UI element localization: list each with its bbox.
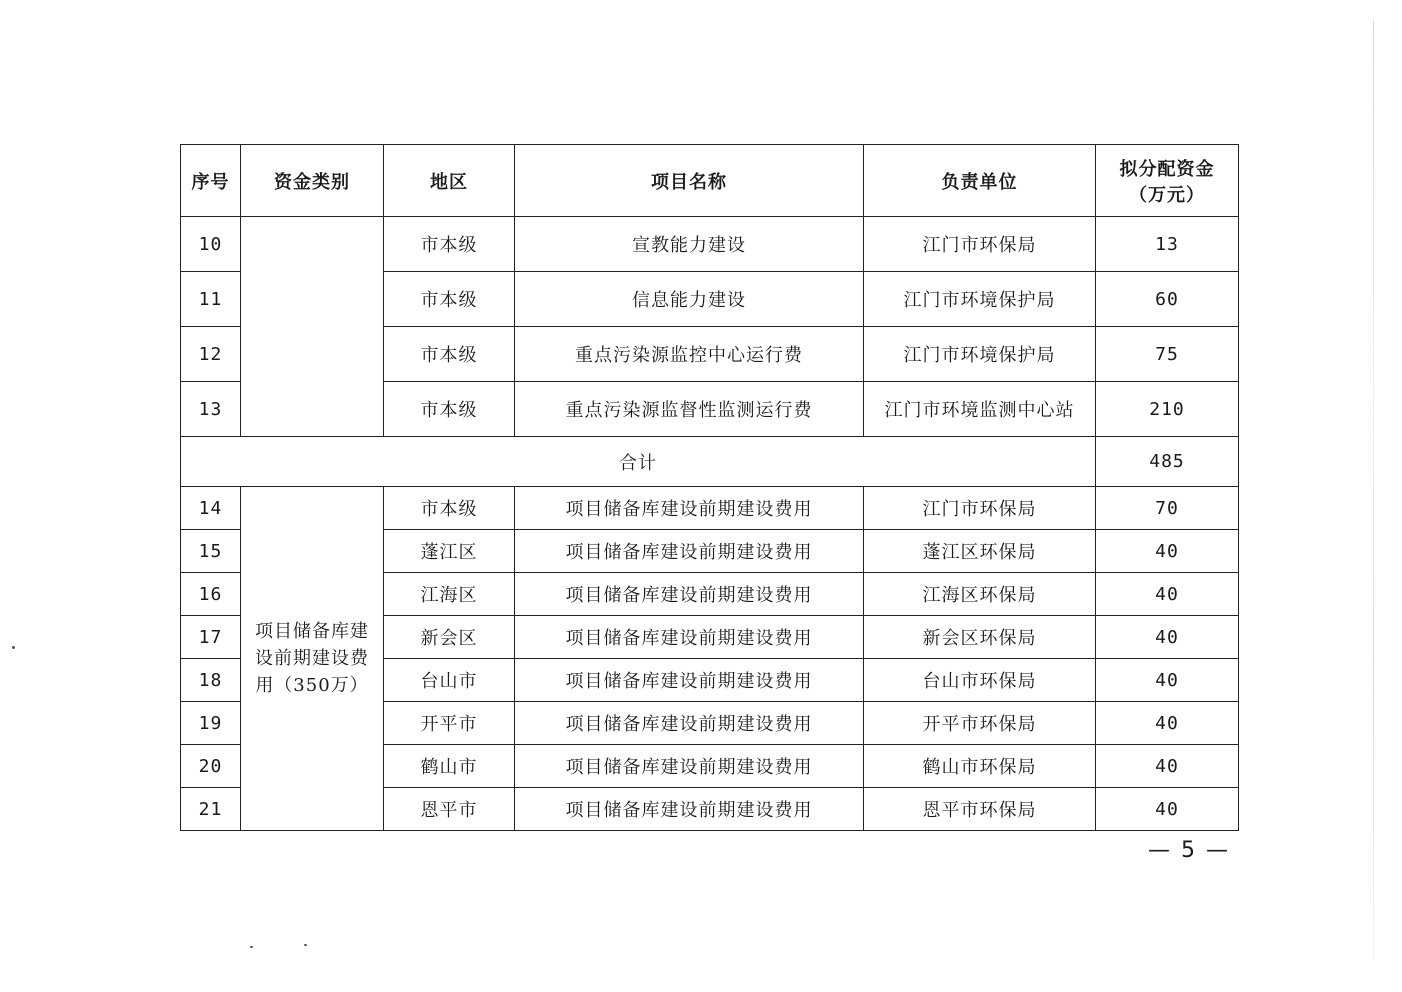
header-amount bbox=[1096, 145, 1239, 217]
cell-unit: 恩平市环保局 bbox=[864, 788, 1096, 831]
header-amount-line2: （万元） bbox=[1129, 184, 1205, 206]
cell-seq: 21 bbox=[181, 788, 241, 831]
cell-region: 鹤山市 bbox=[384, 745, 515, 788]
cell-amount: 13 bbox=[1096, 217, 1239, 272]
table-row bbox=[181, 217, 1239, 272]
fund-allocation-table-wrapper bbox=[180, 144, 1238, 831]
page-number: — 5 — bbox=[1148, 838, 1230, 863]
cell-amount: 40 bbox=[1096, 530, 1239, 573]
cell-region: 市本级 bbox=[384, 217, 515, 272]
cell-seq: 16 bbox=[181, 573, 241, 616]
cell-seq: 19 bbox=[181, 702, 241, 745]
subtotal-row bbox=[181, 437, 1239, 487]
cell-unit: 台山市环保局 bbox=[864, 659, 1096, 702]
cell-unit: 新会区环保局 bbox=[864, 616, 1096, 659]
cell-region: 市本级 bbox=[384, 272, 515, 327]
cell-region: 新会区 bbox=[384, 616, 515, 659]
cell-project: 项目储备库建设前期建设费用 bbox=[515, 487, 864, 530]
cell-seq: 18 bbox=[181, 659, 241, 702]
scan-speck bbox=[12, 646, 15, 649]
cell-amount: 40 bbox=[1096, 745, 1239, 788]
cell-project: 信息能力建设 bbox=[515, 272, 864, 327]
cell-seq: 10 bbox=[181, 217, 241, 272]
cell-project: 项目储备库建设前期建设费用 bbox=[515, 616, 864, 659]
cell-region: 市本级 bbox=[384, 327, 515, 382]
cell-unit: 开平市环保局 bbox=[864, 702, 1096, 745]
category-line: 项目储备库建 bbox=[255, 621, 369, 642]
cell-unit: 蓬江区环保局 bbox=[864, 530, 1096, 573]
fund-allocation-table bbox=[180, 144, 1239, 831]
cell-project: 重点污染源监控中心运行费 bbox=[515, 327, 864, 382]
cell-amount: 60 bbox=[1096, 272, 1239, 327]
cell-amount: 40 bbox=[1096, 573, 1239, 616]
cell-project: 宣教能力建设 bbox=[515, 217, 864, 272]
category-line: 设前期建设费 bbox=[255, 648, 369, 669]
cell-project: 项目储备库建设前期建设费用 bbox=[515, 788, 864, 831]
cell-unit: 鹤山市环保局 bbox=[864, 745, 1096, 788]
cell-seq: 11 bbox=[181, 272, 241, 327]
cell-amount: 40 bbox=[1096, 702, 1239, 745]
cell-seq: 17 bbox=[181, 616, 241, 659]
scan-edge-line bbox=[1373, 20, 1374, 960]
subtotal-amount: 485 bbox=[1096, 437, 1239, 487]
cell-amount: 210 bbox=[1096, 382, 1239, 437]
header-seq: 序号 bbox=[181, 145, 241, 217]
scan-speck bbox=[304, 944, 307, 946]
cell-unit: 江门市环境保护局 bbox=[864, 272, 1096, 327]
header-project: 项目名称 bbox=[515, 145, 864, 217]
cell-region: 蓬江区 bbox=[384, 530, 515, 573]
cell-category-empty bbox=[241, 217, 384, 437]
cell-project: 项目储备库建设前期建设费用 bbox=[515, 530, 864, 573]
cell-unit: 江海区环保局 bbox=[864, 573, 1096, 616]
cell-region: 开平市 bbox=[384, 702, 515, 745]
cell-seq: 15 bbox=[181, 530, 241, 573]
header-amount-line1: 拟分配资金 bbox=[1119, 158, 1215, 180]
cell-amount: 40 bbox=[1096, 659, 1239, 702]
cell-amount: 75 bbox=[1096, 327, 1239, 382]
cell-project: 项目储备库建设前期建设费用 bbox=[515, 702, 864, 745]
cell-project: 项目储备库建设前期建设费用 bbox=[515, 573, 864, 616]
cell-unit: 江门市环保局 bbox=[864, 217, 1096, 272]
cell-seq: 20 bbox=[181, 745, 241, 788]
cell-unit: 江门市环保局 bbox=[864, 487, 1096, 530]
table-row bbox=[181, 487, 1239, 530]
cell-region: 市本级 bbox=[384, 382, 515, 437]
cell-unit: 江门市环境保护局 bbox=[864, 327, 1096, 382]
header-region: 地区 bbox=[384, 145, 515, 217]
cell-seq: 13 bbox=[181, 382, 241, 437]
cell-seq: 12 bbox=[181, 327, 241, 382]
category-line: 用（350万） bbox=[255, 675, 369, 696]
header-category: 资金类别 bbox=[241, 145, 384, 217]
scan-speck bbox=[250, 946, 253, 948]
cell-project: 项目储备库建设前期建设费用 bbox=[515, 659, 864, 702]
cell-region: 台山市 bbox=[384, 659, 515, 702]
table-header-row bbox=[181, 145, 1239, 217]
cell-region: 恩平市 bbox=[384, 788, 515, 831]
subtotal-label: 合计 bbox=[181, 437, 1096, 487]
cell-project: 项目储备库建设前期建设费用 bbox=[515, 745, 864, 788]
cell-unit: 江门市环境监测中心站 bbox=[864, 382, 1096, 437]
header-unit: 负责单位 bbox=[864, 145, 1096, 217]
cell-region: 市本级 bbox=[384, 487, 515, 530]
cell-amount: 70 bbox=[1096, 487, 1239, 530]
cell-region: 江海区 bbox=[384, 573, 515, 616]
cell-category bbox=[241, 487, 384, 831]
cell-project: 重点污染源监督性监测运行费 bbox=[515, 382, 864, 437]
cell-amount: 40 bbox=[1096, 788, 1239, 831]
cell-amount: 40 bbox=[1096, 616, 1239, 659]
cell-seq: 14 bbox=[181, 487, 241, 530]
